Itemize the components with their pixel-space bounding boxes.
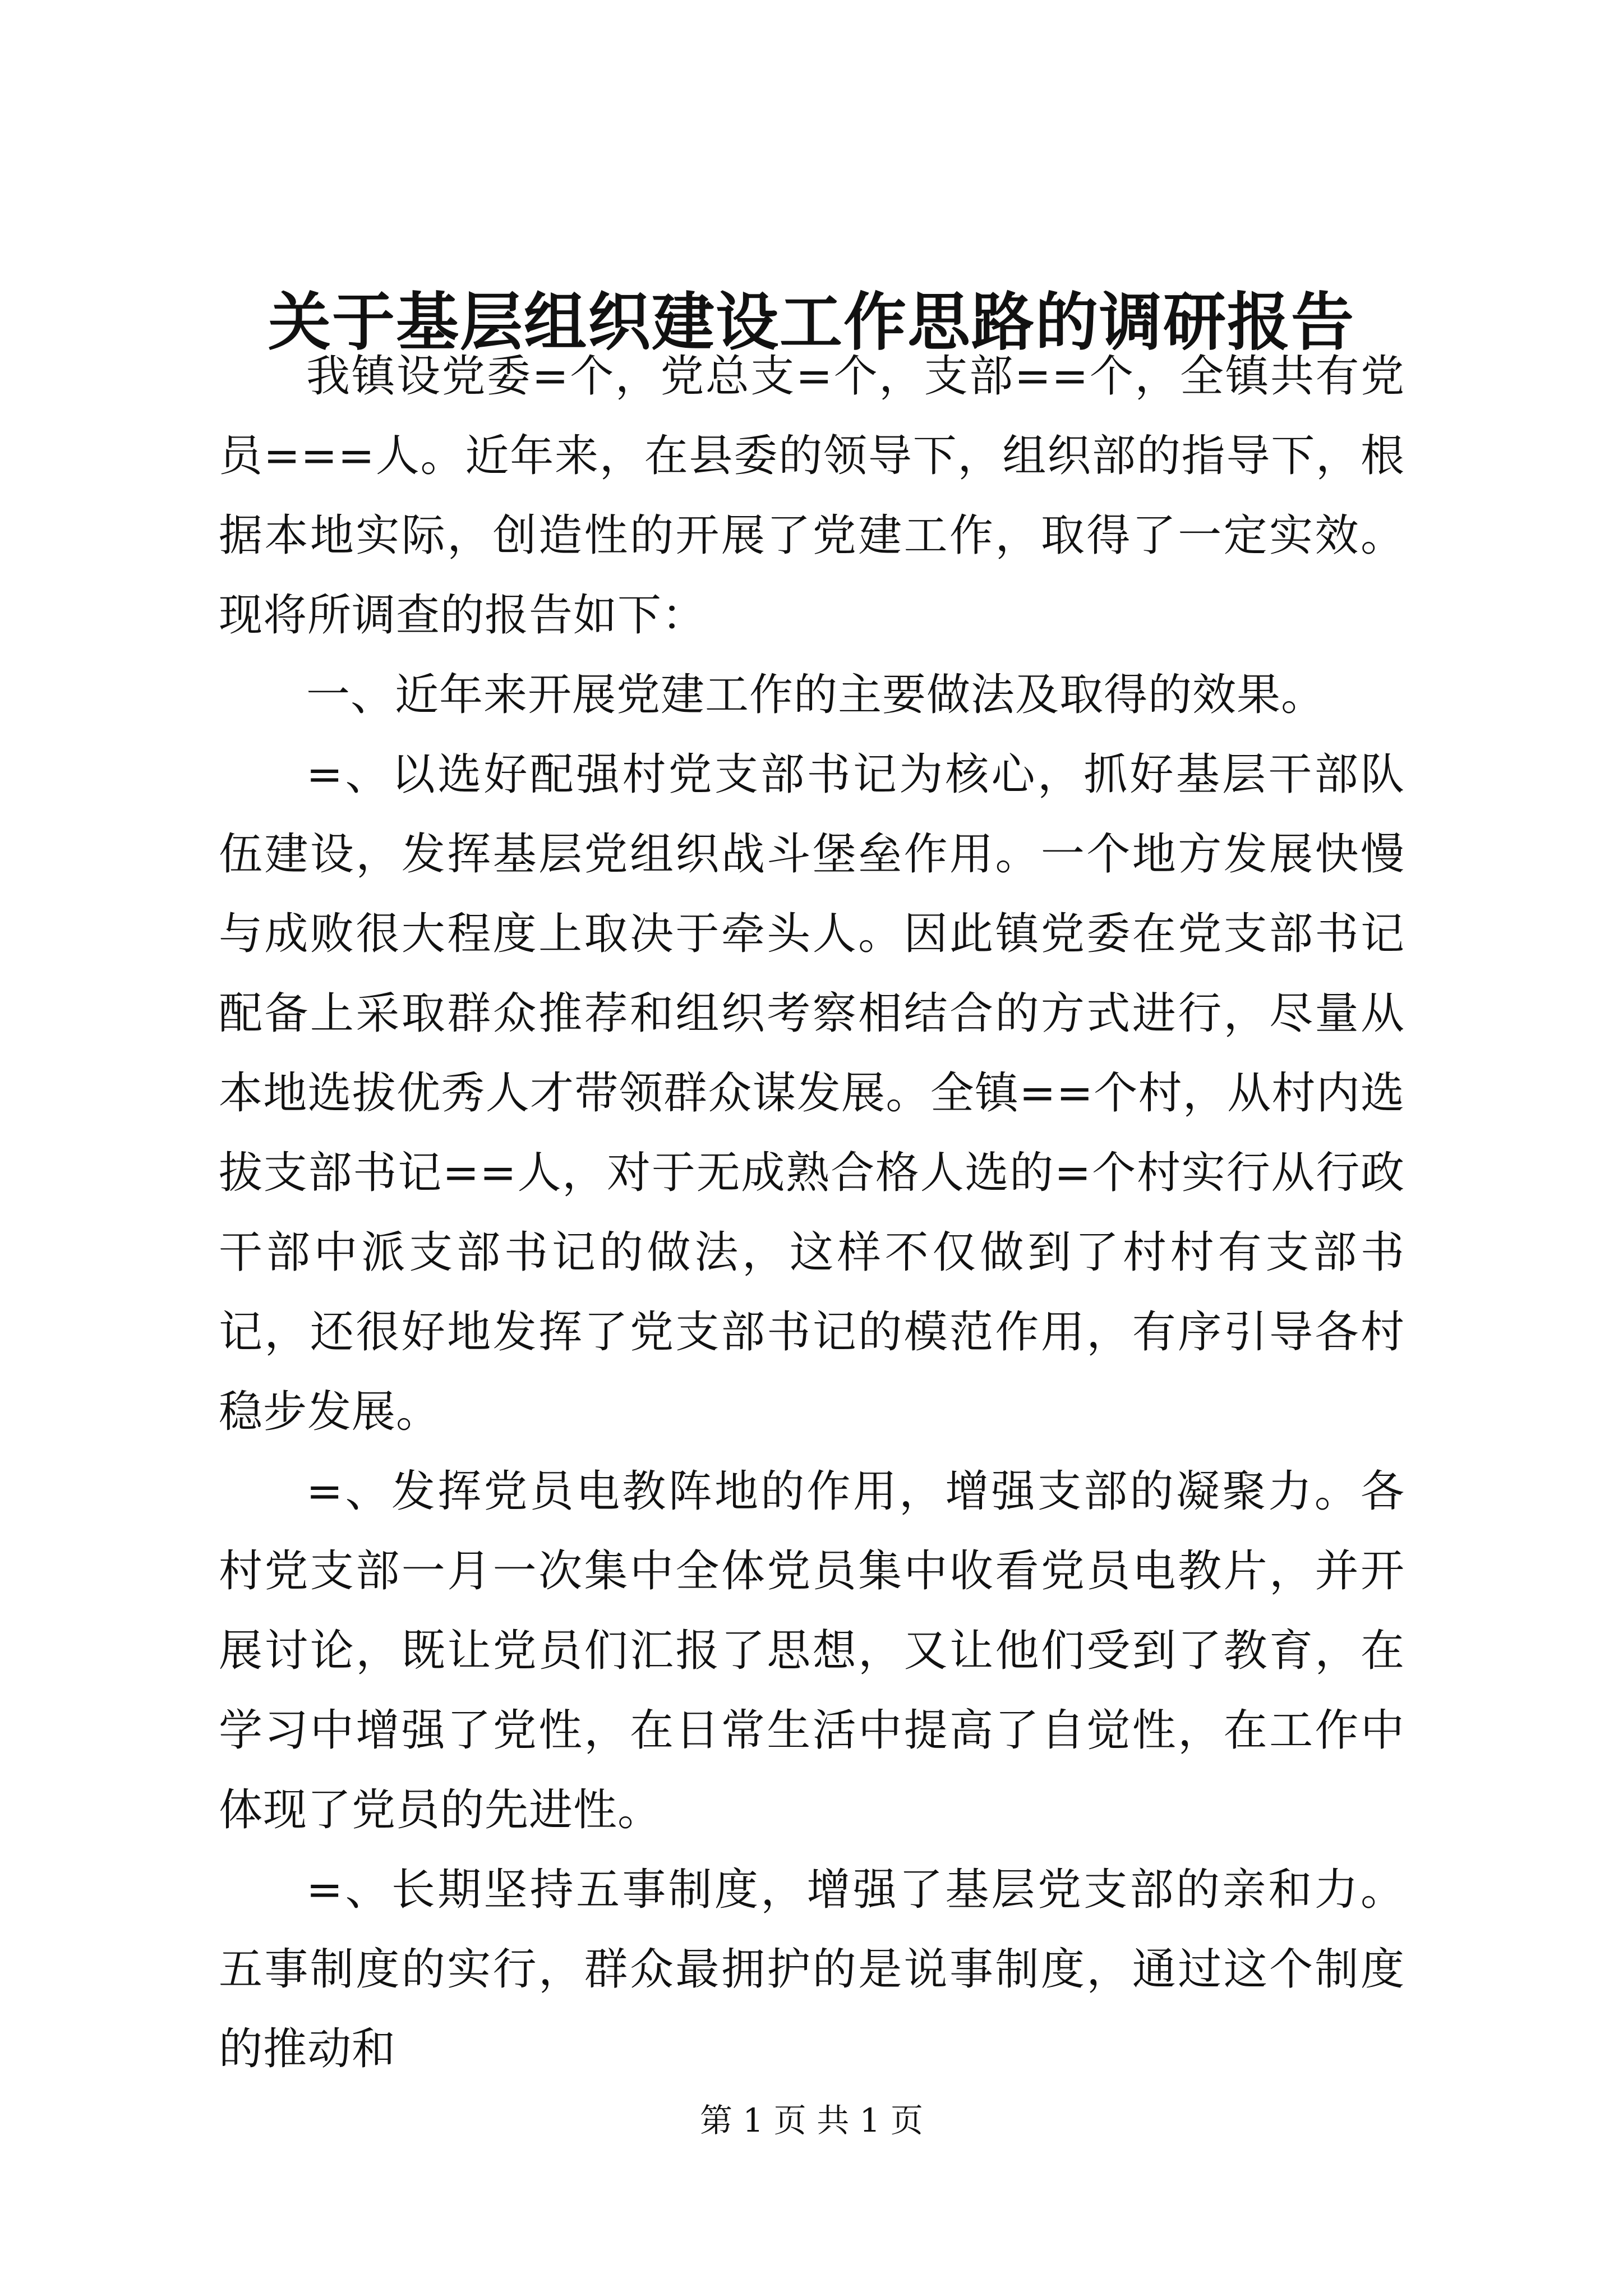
paragraph-section-heading: 一、近年来开展党建工作的主要做法及取得的效果。 bbox=[306, 670, 1326, 720]
paragraph-item-1: =、以选好配强村党支部书记为核心，抓好基层干部队伍建设，发挥基层党组织战斗堡垒作用。一个地方发展快慢与成败很大程度上取决于牵头人。因此镇党委在党支部书记配备上采取群众推荐和组织考察相结合的方式进行，尽量从本地选拔优秀人才带领群众谋发展。全镇==个村，从村内选拔支部书记==人，对于无成熟合格人选的=个村实行从行政干部中派支部书记的做法，这样不仅做到了村村有支部书记，还很好地发挥了党支部书记的模范作用，有序引导各村稳步发展。 bbox=[219, 749, 1405, 1437]
page-number-footer: 第 1 页 共 1 页 bbox=[700, 2101, 923, 2139]
paragraph-intro: 我镇设党委=个，党总支=个，支部==个，全镇共有党员===人。近年来，在县委的领导下，组织部的指导下，根据本地实际，创造性的开展了党建工作，取得了一定实效。现将所调查的报告如下： bbox=[219, 351, 1405, 641]
paragraph-item-2: =、发挥党员电教阵地的作用，增强支部的凝聚力。各村党支部一月一次集中全体党员集中收看党员电教片，并开展讨论，既让党员们汇报了思想，又让他们受到了教育，在学习中增强了党性，在日常生活中提高了自觉性，在工作中体现了党员的先进性。 bbox=[219, 1466, 1405, 1835]
paragraph-item-3: =、长期坚持五事制度，增强了基层党支部的亲和力。五事制度的实行，群众最拥护的是说事制度，通过这个制度的推动和 bbox=[219, 1865, 1405, 2074]
document-title: 关于基层组织建设工作思路的调研报告 bbox=[268, 286, 1355, 359]
document-body bbox=[219, 337, 1405, 2089]
